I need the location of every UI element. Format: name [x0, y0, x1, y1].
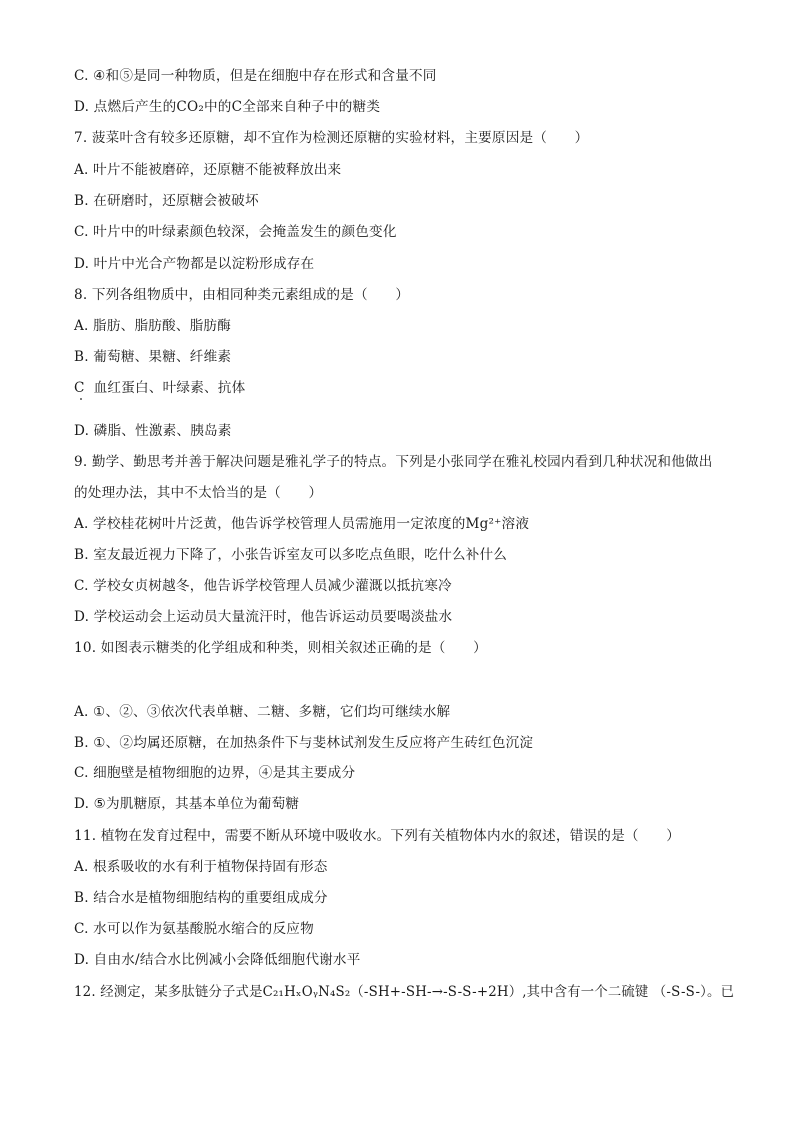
option-8c: C 血红蛋白、叶绿素、抗体 — [74, 380, 246, 396]
option-11c: C. 水可以作为氨基酸脱水缩合的反应物 — [74, 921, 314, 937]
option-7b: B. 在研磨时，还原糖会被破坏 — [74, 193, 259, 209]
option-10b: B. ①、②均属还原糖，在加热条件下与斐林试剂发生反应将产生砖红色沉淀 — [74, 735, 534, 751]
option-11d: D. 自由水/结合水比例减小会降低细胞代谢水平 — [74, 952, 361, 968]
option-8d: D. 磷脂、性激素、胰岛素 — [74, 423, 232, 439]
question-7: 7. 菠菜叶含有较多还原糖，却不宜作为检测还原糖的实验材料，主要原因是（ ） — [74, 130, 589, 146]
option-9b: B. 室友最近视力下降了，小张告诉室友可以多吃点鱼眼，吃什么补什么 — [74, 547, 508, 563]
option-10c: C. 细胞壁是植物细胞的边界，④是其主要成分 — [74, 765, 356, 781]
option-7c: C. 叶片中的叶绿素颜色较深，会掩盖发生的颜色变化 — [74, 224, 397, 240]
option-10d: D. ⑤为肌糖原，其基本单位为葡萄糖 — [74, 796, 300, 812]
option-8a: A. 脂肪、脂肪酸、脂肪酶 — [74, 318, 231, 334]
option-11b: B. 结合水是植物细胞结构的重要组成成分 — [74, 890, 328, 906]
question-10: 10. 如图表示糖类的化学组成和种类，则相关叙述正确的是（ ） — [74, 640, 487, 656]
question-9: 9. 勤学、勤思考并善于解决问题是雅礼学子的特点。下列是小张同学在雅礼校园内看到几种状况和他做出 — [74, 454, 713, 470]
option-10a: A. ①、②、③依次代表单糖、二糖、多糖，它们均可继续水解 — [74, 704, 451, 720]
question-8: 8. 下列各组物质中，由相同种类元素组成的是（ ） — [74, 287, 410, 303]
stray-dot-mark — [80, 398, 82, 400]
option-6d: D. 点燃后产生的CO₂中的C全部来自种子中的糖类 — [74, 99, 381, 115]
option-11a: A. 根系吸收的水有利于植物保持固有形态 — [74, 859, 328, 875]
question-12: 12. 经测定，某多肽链分子式是C₂₁HₓOᵧN₄S₂（-SH+-SH-→-S-S-+2H）,其中含有一个二硫键 （-S-S-）。已 — [74, 984, 735, 1000]
option-9a: A. 学校桂花树叶片泛黄，他告诉学校管理人员需施用一定浓度的Mg²⁺溶液 — [74, 516, 530, 532]
question-9-cont: 的处理办法，其中不太恰当的是（ ） — [74, 485, 323, 501]
option-8b: B. 葡萄糖、果糖、纤维素 — [74, 349, 232, 365]
option-9c: C. 学校女贞树越冬，他告诉学校管理人员减少灌溉以抵抗寒冷 — [74, 578, 452, 594]
question-11: 11. 植物在发育过程中，需要不断从环境中吸收水。下列有关植物体内水的叙述，错误的是（ ） — [74, 828, 681, 844]
option-9d: D. 学校运动会上运动员大量流汗时，他告诉运动员要喝淡盐水 — [74, 609, 453, 625]
option-6c: C. ④和⑤是同一种物质，但是在细胞中存在形式和含量不同 — [74, 68, 437, 84]
option-7a: A. 叶片不能被磨碎，还原糖不能被释放出来 — [74, 162, 342, 178]
option-7d: D. 叶片中光合产物都是以淀粉形成存在 — [74, 256, 315, 272]
